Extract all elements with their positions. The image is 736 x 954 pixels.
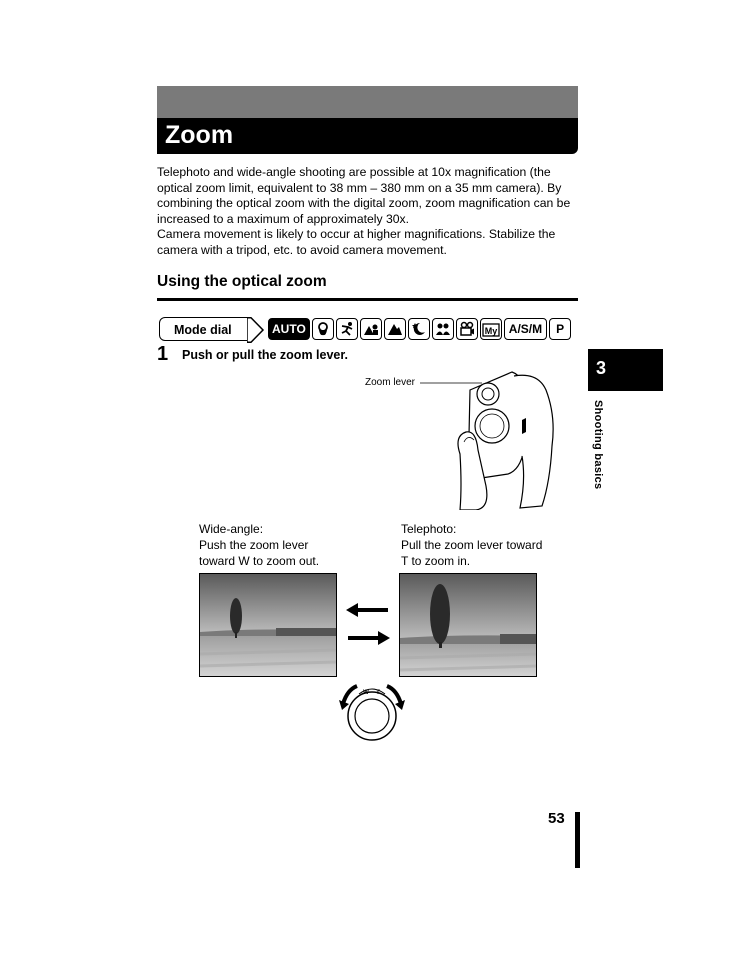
landscape-portrait-mode-icon — [360, 318, 382, 340]
tele-caption-line-1: Telephoto: — [401, 522, 457, 536]
zoom-lever-label: Zoom lever — [365, 377, 416, 388]
mode-dial-label: Mode dial — [159, 317, 249, 341]
svg-text:My: My — [484, 326, 498, 336]
chapter-label: Shooting basics — [592, 400, 604, 490]
wide-caption-line-2: Push the zoom lever — [199, 538, 309, 552]
page-number: 53 — [548, 810, 565, 827]
wide-angle-caption — [199, 521, 319, 569]
page-title: Zoom — [165, 121, 234, 149]
dial-t-letter: T — [376, 690, 380, 696]
arrow-left-icon — [346, 603, 388, 617]
night-scene-mode-icon — [408, 318, 430, 340]
wide-caption-line-3: toward W to zoom out. — [199, 554, 320, 568]
step-number: 1 — [157, 343, 169, 365]
portrait-mode-icon — [312, 318, 334, 340]
section-title: Using the optical zoom — [157, 273, 327, 290]
telephoto-photo — [399, 573, 537, 677]
zoom-lever-dial-icon — [339, 678, 405, 748]
chapter-number: 3 — [596, 358, 607, 378]
tele-caption-line-3: T to zoom in. — [401, 554, 471, 568]
tele-caption-line-2: Pull the zoom lever toward — [401, 538, 543, 552]
mode-dial-arrow-icon — [247, 317, 265, 343]
page-number-bar — [575, 812, 580, 868]
header-band-top — [157, 86, 578, 118]
arrow-right-icon — [348, 631, 390, 645]
intro-text — [157, 165, 582, 259]
program-mode-icon: P — [549, 318, 571, 340]
wide-angle-photo — [199, 573, 337, 677]
telephoto-caption — [401, 521, 542, 569]
landscape-mode-icon — [384, 318, 406, 340]
section-rule — [157, 298, 578, 301]
intro-paragraph-2: Camera movement is likely to occur at higher magnifications. Stabilize the camera with a tripod, etc. to avoid camera movement. — [157, 227, 556, 257]
camera-hand-illustration — [420, 370, 560, 510]
sports-mode-icon — [336, 318, 358, 340]
movie-mode-icon — [456, 318, 478, 340]
asm-mode-icon: A/S/M — [504, 318, 547, 340]
my-mode-icon — [480, 318, 502, 340]
wide-caption-line-1: Wide-angle: — [199, 522, 264, 536]
intro-paragraph-1: Telephoto and wide-angle shooting are possible at 10x magnification (the optical zoom limit, equivalent to 38 mm – 380 mm on a 35 mm camera). By combining the optical zoom with the digital zoom, zoom magnification can be increased to a maximum of approximately 30x. — [157, 165, 571, 226]
mode-icon-row — [268, 318, 571, 340]
dial-w-letter: W — [363, 690, 369, 696]
self-portrait-mode-icon — [432, 318, 454, 340]
auto-mode-icon: AUTO — [268, 318, 310, 340]
step-instruction: Push or pull the zoom lever. — [182, 348, 349, 362]
zoom-direction-arrows — [346, 601, 390, 649]
